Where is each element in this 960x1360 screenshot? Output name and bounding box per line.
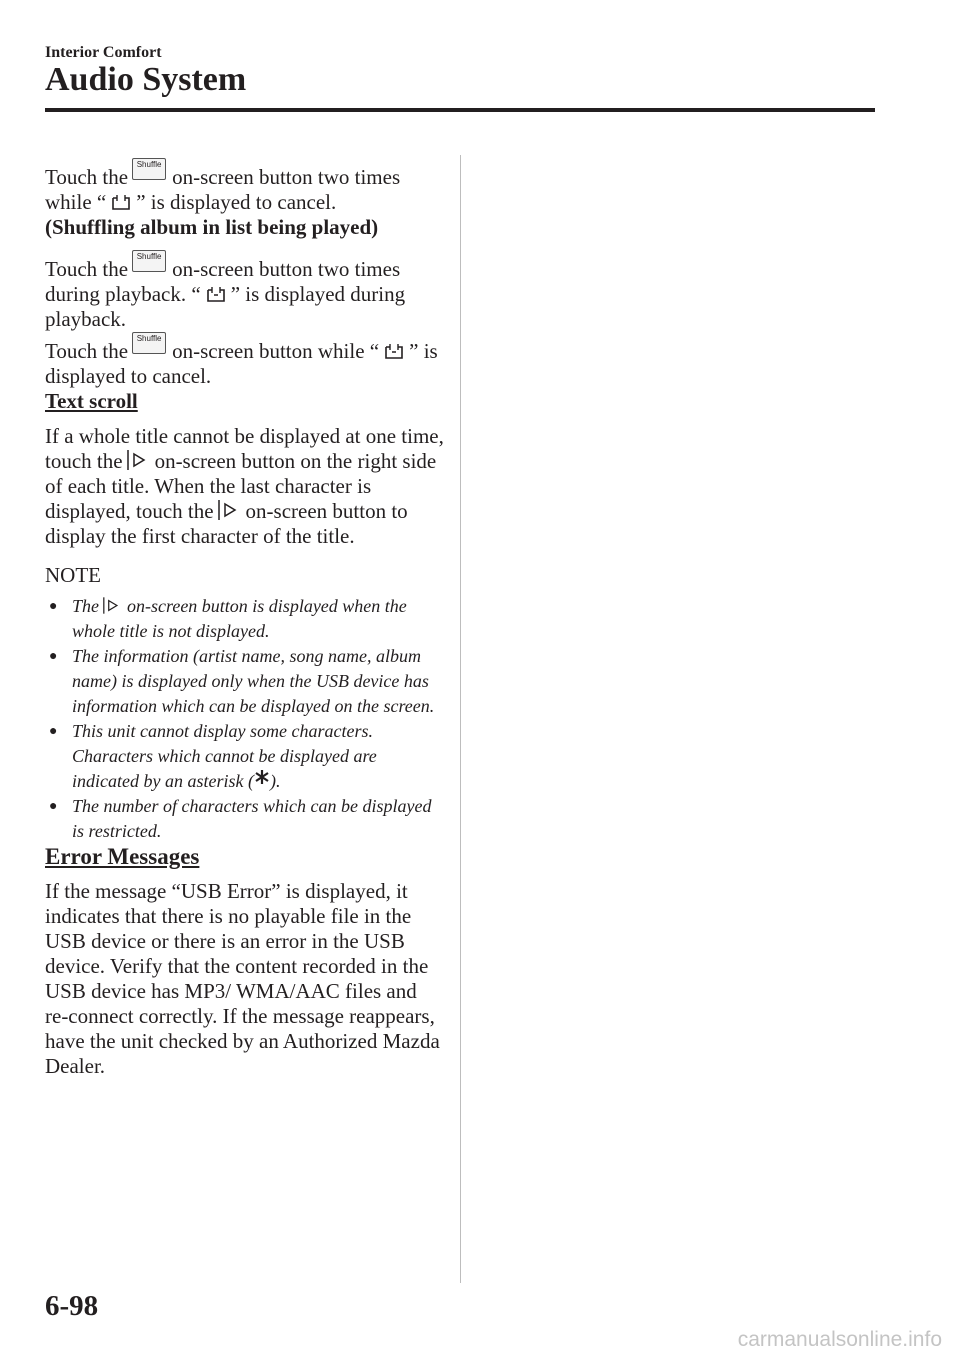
paragraph-shuffle-album: Touch theShuffleon-screen button two times during playback. “ ” is displayed during playback. — [45, 252, 406, 331]
text-scroll-icon — [127, 449, 149, 471]
paragraph-text-scroll: If a whole title cannot be displayed at one time, touch the on-screen button on the right side of each title. When the last character is displayed, touch the on-screen button to display the first character of the title. — [45, 424, 444, 548]
page-title: Audio System — [45, 61, 247, 98]
shuffle-button-icon: Shuffle — [132, 158, 166, 180]
title-rule — [45, 108, 875, 112]
note-list — [45, 594, 445, 844]
text-scroll-icon — [103, 596, 121, 615]
shuffle-album-heading: (Shuffling album in list being played) — [45, 215, 379, 239]
paragraph-usb-error: If the message “USB Error” is displayed, it indicates that there is no playable file in the USB device or there is an error in the USB device. Verify that the content recorded in the USB device has MP3/ WMA/AAC files and re-connect correctly. If the message reappears, have the unit checked by an Authorized Mazda Dealer. — [45, 879, 440, 1078]
repeat-folder-icon — [110, 193, 132, 211]
column-divider — [460, 155, 461, 1283]
paragraph-cancel-album-shuffle: Touch theShuffleon-screen button while “ ” is displayed to cancel. — [45, 334, 438, 388]
section-label: Interior Comfort — [45, 44, 162, 61]
page-number: 6-98 — [45, 1290, 99, 1322]
note-item: ● The on-screen button is displayed when the whole title is not displayed. — [49, 596, 407, 641]
note-item: ● The information (artist name, song name, album name) is displayed only when the USB device has information which can be displayed on the screen. — [49, 646, 435, 716]
watermark: carmanualsonline.info — [737, 1328, 942, 1351]
text-scroll-heading: Text scroll — [45, 389, 138, 413]
asterisk-icon — [254, 769, 270, 785]
note-label: NOTE — [45, 563, 101, 587]
shuffle-button-icon: Shuffle — [132, 250, 166, 272]
shuffle-button-icon: Shuffle — [132, 332, 166, 354]
text-scroll-icon — [218, 499, 240, 521]
album-shuffle-icon — [383, 342, 405, 360]
left-column — [45, 158, 445, 1079]
album-shuffle-icon — [205, 285, 227, 303]
note-item: ● This unit cannot display some characters. Characters which cannot be displayed are indicated by an asterisk ( ). — [49, 721, 377, 791]
note-item: ● The number of characters which can be displayed is restricted. — [49, 796, 432, 841]
error-messages-heading: Error Messages — [45, 844, 200, 869]
paragraph-cancel-shuffle: Touch theShuffleon-screen button two times while “ ” is displayed to cancel. — [45, 160, 401, 214]
